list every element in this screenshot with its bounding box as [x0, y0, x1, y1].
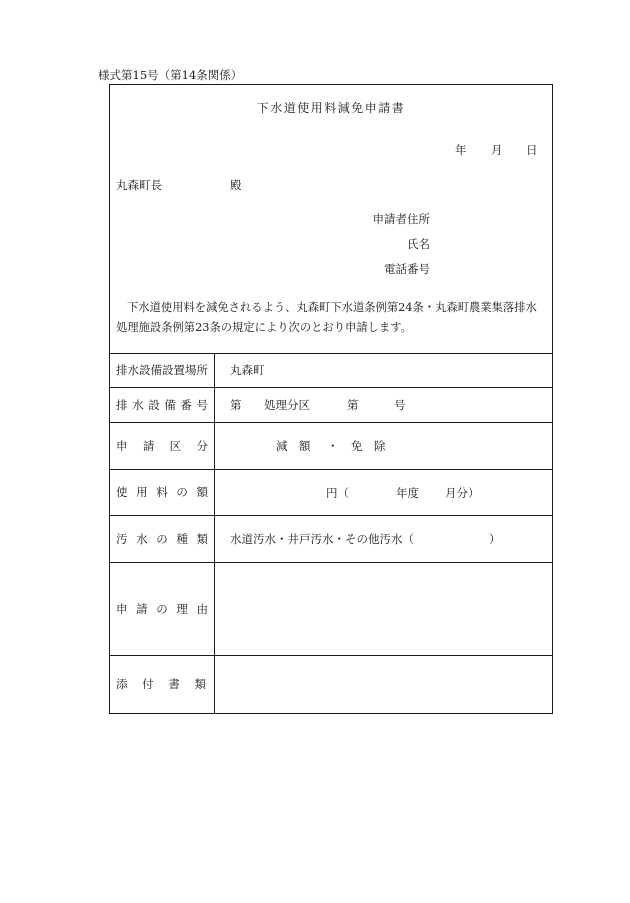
form-number: 様式第15号（第14条関係） [98, 68, 243, 82]
reason-field[interactable] [214, 562, 552, 655]
applicant-name-label: 氏名 [407, 237, 430, 251]
reason-label: 申 請 の 理 由 [116, 601, 208, 616]
application-statement: 下水道使用料を減免されるよう、丸森町下水道条例第24条・丸森町農業集落排水処理施設条例第23条の規定により次のとおり申請します。 [116, 301, 537, 334]
location-label: 排水設備設置場所 [116, 363, 208, 377]
category-label: 申 請 区 分 [116, 438, 208, 453]
attachments-label: 添 付 書 類 [116, 677, 206, 691]
date-year: 年 [455, 143, 467, 157]
form-title: 下水道使用料減免申請書 [256, 101, 406, 115]
equipment-number-label: 排 水 設 備 番 号 [116, 397, 208, 412]
location-value: 丸森町 [230, 363, 265, 377]
addressee-name: 丸森町長 [116, 178, 162, 192]
fee-label: 使 用 料 の 額 [116, 485, 208, 499]
attachments-field[interactable] [214, 655, 552, 713]
equipment-number-value: 第 処理分区 第 号 [230, 398, 406, 412]
applicant-address-label: 申請者住所 [372, 212, 430, 226]
applicant-phone-label: 電話番号 [384, 262, 430, 276]
exempt-option[interactable]: 免 除 [351, 439, 386, 453]
category-value: 減 額 ・ 免 除 [276, 439, 386, 453]
date-day: 日 [526, 143, 538, 157]
application-form [109, 84, 553, 714]
sewage-type-label: 汚 水 の 種 類 [116, 531, 208, 546]
date-month: 月 [491, 143, 503, 157]
reduce-option[interactable]: 減 額 [276, 439, 311, 453]
fee-value: 円（ 年度 月分） [326, 486, 480, 500]
addressee-honorific: 殿 [230, 178, 242, 192]
sewage-type-value: 水道汚水・井戸汚水・その他汚水（ ） [230, 532, 501, 546]
